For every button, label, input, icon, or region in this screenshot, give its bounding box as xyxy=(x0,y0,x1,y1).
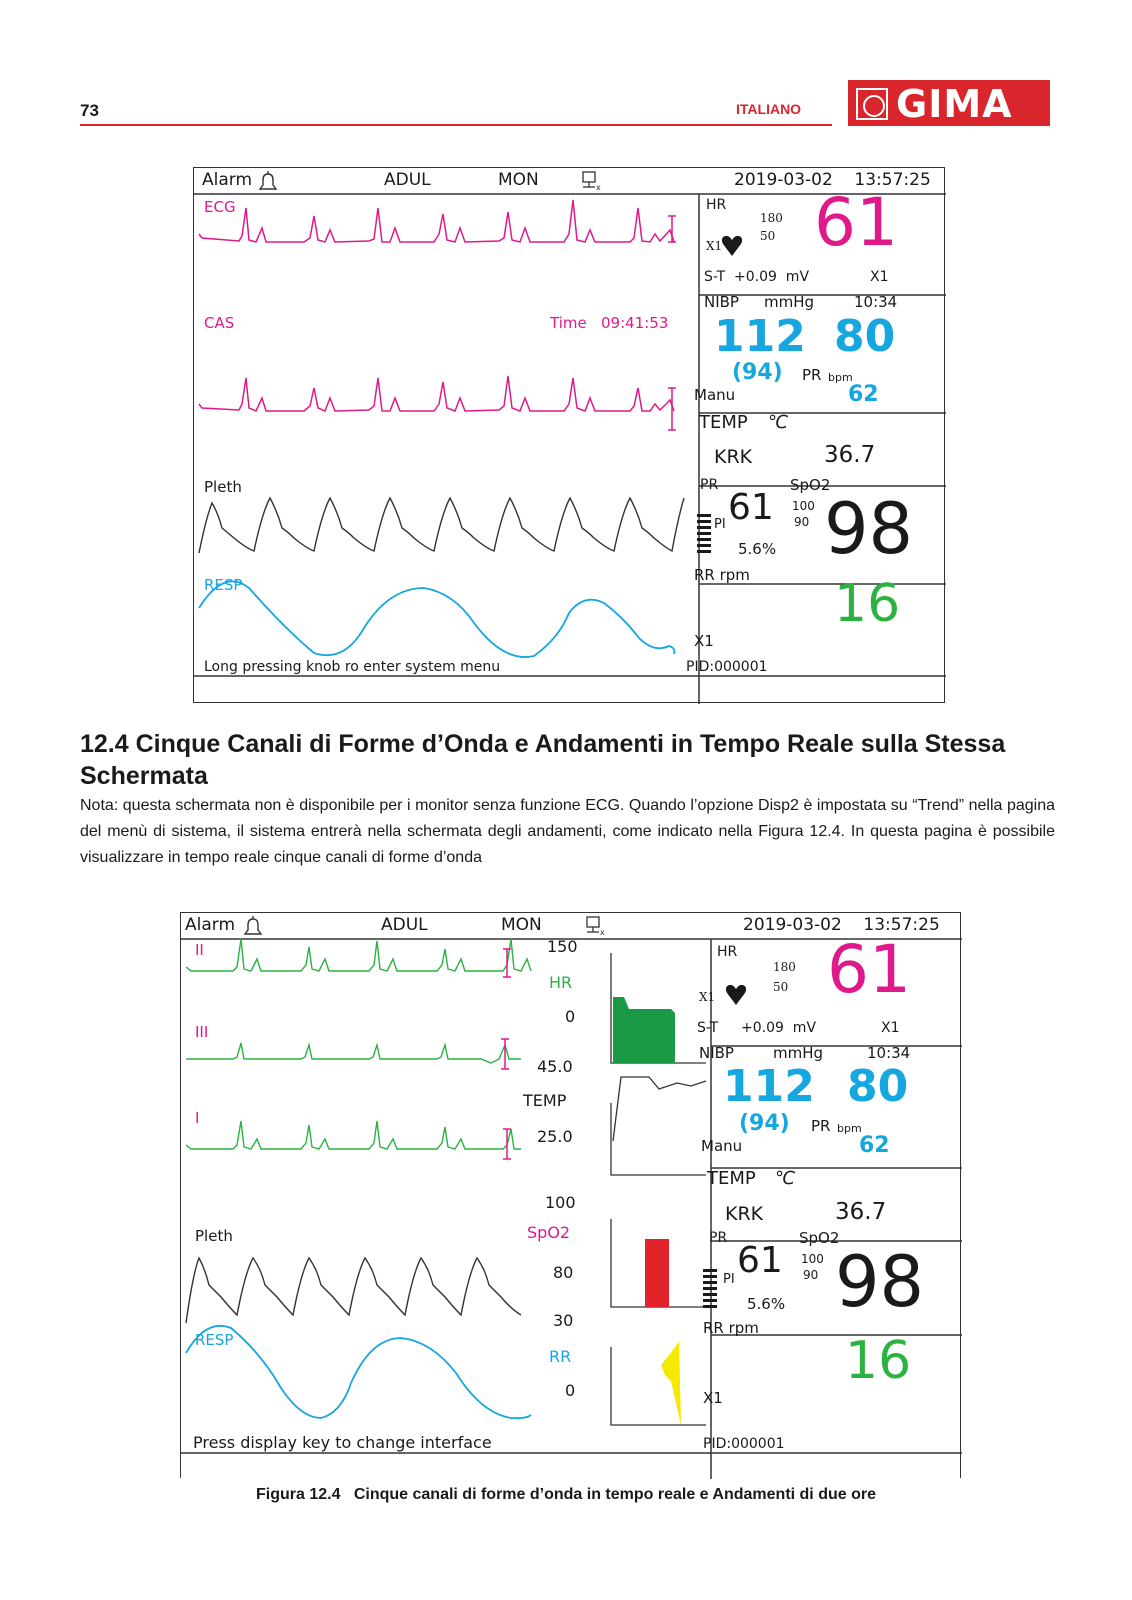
mon-mode: MON xyxy=(498,170,539,190)
spo2-value: 98 xyxy=(835,1241,925,1323)
figure-caption: Figura 12.4 Cinque canali di forme d’onda in tempo reale e Andamenti di due ore xyxy=(256,1486,876,1503)
nibp-mean: (94) xyxy=(732,360,783,385)
rr-trend-min: 0 xyxy=(565,1381,576,1400)
rr-trend-fill xyxy=(661,1341,681,1425)
st-label: S-T xyxy=(704,269,726,285)
hr-label: HR xyxy=(717,944,738,960)
lead-i-label: I xyxy=(195,1109,200,1127)
date-time: 2019-03-02 13:57:25 xyxy=(743,915,940,935)
lead-ii-cal-marker xyxy=(503,949,511,977)
hr-label: HR xyxy=(706,197,727,213)
hr-gain: X1 xyxy=(706,239,723,253)
hr-gain: X1 xyxy=(699,990,716,1004)
temp-label: TEMP xyxy=(699,412,748,433)
alarm-label: Alarm xyxy=(185,915,236,935)
cas-timer: Time 09:41:53 xyxy=(550,314,669,332)
resp-wave xyxy=(186,1326,531,1418)
st-value: +0.09 mV xyxy=(741,1020,817,1036)
spo2-high-limit: 100 xyxy=(801,1252,824,1266)
nibp-diastolic: 80 xyxy=(834,311,896,362)
spo2-pr-label: PR xyxy=(709,1230,728,1246)
spo2-pr-value: 61 xyxy=(728,487,774,528)
svg-text:x: x xyxy=(596,183,601,192)
status-message: Long pressing knob ro enter system menu xyxy=(204,659,501,675)
hr-low-limit: 50 xyxy=(773,980,789,994)
st-label: S-T xyxy=(697,1020,719,1036)
patient-mode: ADUL xyxy=(381,915,428,935)
rr-value: 16 xyxy=(834,574,901,634)
st-gain: X1 xyxy=(881,1020,900,1036)
cas-cal-marker xyxy=(668,388,676,430)
nibp-pr-value: 62 xyxy=(859,1133,890,1158)
spo2-low-limit: 90 xyxy=(794,515,810,529)
nibp-time: 10:34 xyxy=(854,293,898,311)
gima-badge-icon xyxy=(856,88,888,120)
temp-site: KRK xyxy=(725,1203,764,1225)
nibp-time: 10:34 xyxy=(867,1044,911,1062)
alarm-label: Alarm xyxy=(202,170,253,190)
bell-icon xyxy=(245,916,261,934)
rr-gain: X1 xyxy=(694,632,714,650)
pleth-wave xyxy=(186,1258,521,1323)
signal-bar-icon xyxy=(703,1269,717,1308)
ecg-wave xyxy=(199,200,674,242)
spo2-pr-label: PR xyxy=(700,477,719,493)
cas-wave xyxy=(199,376,674,411)
patient-id: PID:000001 xyxy=(686,659,768,675)
hr-low-limit: 50 xyxy=(760,229,776,243)
hr-trend-fill xyxy=(613,997,675,1063)
nibp-mode: Manu xyxy=(694,386,736,404)
pleth-wave xyxy=(199,498,684,553)
nibp-mean: (94) xyxy=(739,1111,790,1136)
nibp-systolic: 112 xyxy=(714,311,806,362)
nibp-label: NIBP xyxy=(704,293,739,311)
rr-gain: X1 xyxy=(703,1389,723,1407)
resp-label: RESP xyxy=(204,576,243,594)
ecg-lead-iii-wave xyxy=(186,1043,521,1063)
ecg-lead-i-wave xyxy=(186,1121,521,1149)
temp-trend-label: TEMP xyxy=(523,1091,567,1110)
heart-icon xyxy=(726,985,746,1005)
hr-value: 61 xyxy=(827,931,911,1008)
pi-value: 5.6% xyxy=(747,1295,786,1313)
nibp-pr-unit: bpm xyxy=(828,371,853,384)
temp-unit: ℃ xyxy=(775,1168,796,1189)
page-number: 73 xyxy=(80,101,99,120)
spo2-label: SpO2 xyxy=(799,1229,840,1247)
patient-id: PID:000001 xyxy=(703,1436,785,1452)
spo2-trend-max: 100 xyxy=(545,1193,576,1212)
temp-trend-line xyxy=(613,1077,706,1141)
resp-wave xyxy=(199,581,674,657)
rr-trend-label: RR xyxy=(549,1347,572,1366)
status-message: Press display key to change interface xyxy=(193,1433,492,1452)
resp-label: RESP xyxy=(195,1331,234,1349)
spo2-label: SpO2 xyxy=(790,476,831,494)
rr-label: RR rpm xyxy=(694,566,750,584)
bell-icon xyxy=(260,171,276,189)
temp-label: TEMP xyxy=(707,1168,756,1189)
section-body: Nota: questa schermata non è disponibile per i monitor senza funzione ECG. Quando l’opzione Disp2 è impostata su “Trend” nella pagina del menù di sistema, il sistema entrerà nella schermata degli andamenti, come indicato nella Figura 12.4. In questa pagina è possibile visualizzare in tempo reale cinque canali di forme d’onda xyxy=(80,797,1055,866)
st-value: +0.09 mV xyxy=(734,269,810,285)
nibp-unit: mmHg xyxy=(764,293,815,311)
temp-site: KRK xyxy=(714,446,753,468)
svg-text:x: x xyxy=(600,928,605,937)
network-icon xyxy=(583,172,601,192)
nibp-pr-label: PR xyxy=(802,366,822,384)
header-rule xyxy=(80,124,832,126)
spo2-value: 98 xyxy=(824,488,914,570)
date-time: 2019-03-02 13:57:25 xyxy=(734,170,931,190)
spo2-trend-bar xyxy=(645,1239,669,1307)
nibp-mode: Manu xyxy=(701,1137,743,1155)
rr-label: RR rpm xyxy=(703,1319,759,1337)
temp-value: 36.7 xyxy=(824,442,876,468)
temp-trend-max: 45.0 xyxy=(537,1057,573,1076)
ecg-cal-marker xyxy=(668,216,676,242)
hr-trend-label: HR xyxy=(549,973,573,992)
pi-label: PI xyxy=(714,517,726,532)
nibp-pr-unit: bpm xyxy=(837,1122,862,1135)
spo2-pr-value: 61 xyxy=(737,1240,783,1281)
hr-high-limit: 180 xyxy=(760,211,783,225)
temp-trend-min: 25.0 xyxy=(537,1127,573,1146)
hr-high-limit: 180 xyxy=(773,960,796,974)
spo2-trend-label: SpO2 xyxy=(527,1223,571,1242)
mon-mode: MON xyxy=(501,915,542,935)
spo2-high-limit: 100 xyxy=(792,499,815,513)
language-label: ITALIANO xyxy=(736,101,802,117)
ecg-label: ECG xyxy=(204,198,236,216)
nibp-pr-value: 62 xyxy=(848,382,879,407)
nibp-label: NIBP xyxy=(699,1044,734,1062)
pleth-label: Pleth xyxy=(195,1227,233,1245)
nibp-unit: mmHg xyxy=(773,1044,824,1062)
temp-value: 36.7 xyxy=(835,1199,887,1225)
pi-label: PI xyxy=(723,1272,735,1287)
hr-trend-min: 0 xyxy=(565,1007,576,1026)
spo2-low-limit: 90 xyxy=(803,1268,819,1282)
temp-unit: ℃ xyxy=(768,412,789,433)
network-icon xyxy=(587,917,605,937)
nibp-pr-label: PR xyxy=(811,1117,831,1135)
logo-text: GIMA xyxy=(896,82,1013,126)
rr-trend-max: 30 xyxy=(553,1311,574,1330)
patient-mode: ADUL xyxy=(384,170,431,190)
monitor-screen-2 xyxy=(180,912,961,1478)
pleth-label: Pleth xyxy=(204,478,242,496)
lead-iii-label: III xyxy=(195,1023,209,1041)
cas-label: CAS xyxy=(204,314,235,332)
rr-value: 16 xyxy=(845,1331,912,1391)
heart-icon xyxy=(722,236,742,256)
nibp-diastolic: 80 xyxy=(847,1061,909,1112)
section-heading: 12.4 Cinque Canali di Forme d’Onda e Andamenti in Tempo Reale sulla Stessa Schermata xyxy=(80,730,1006,790)
gima-logo xyxy=(848,80,1050,126)
ecg-lead-ii-wave xyxy=(186,939,531,971)
hr-value: 61 xyxy=(814,184,898,261)
pi-value: 5.6% xyxy=(738,540,777,558)
nibp-systolic: 112 xyxy=(723,1061,815,1112)
hr-trend-max: 150 xyxy=(547,937,578,956)
lead-ii-label: II xyxy=(195,941,204,959)
monitor-screen-1 xyxy=(193,167,945,703)
st-gain: X1 xyxy=(870,269,889,285)
spo2-trend-min: 80 xyxy=(553,1263,574,1282)
